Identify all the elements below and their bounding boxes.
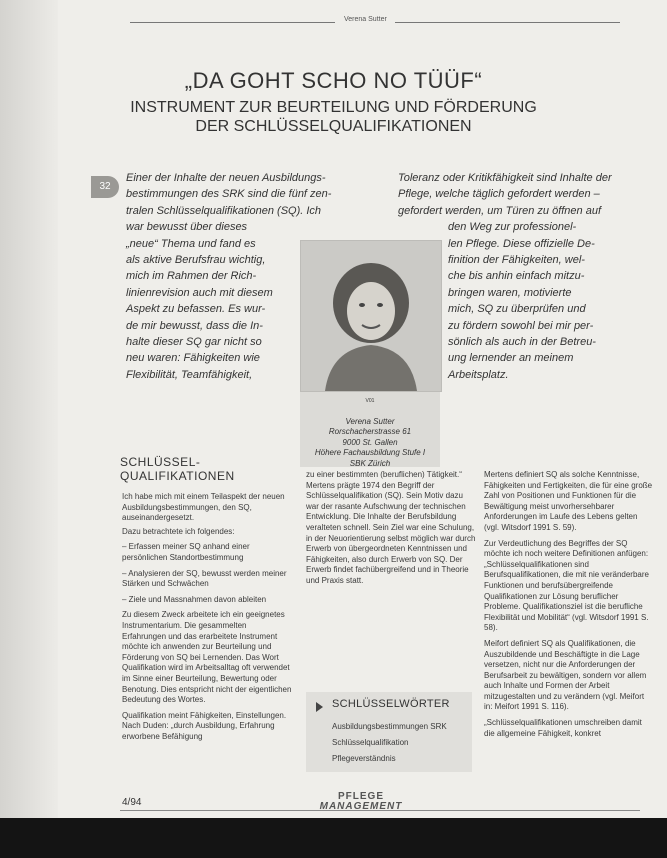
author-role: Höhere Fachausbildung Stufe I <box>314 448 426 457</box>
section-heading-line-2: QUALIFIKATIONEN <box>120 469 235 483</box>
intro-line: gefordert werden, um Türen zu öffnen auf <box>398 204 602 217</box>
intro-line: als aktive Berufsfrau wichtig, <box>126 254 266 267</box>
intro-line: den Weg zur professionel- <box>448 221 577 234</box>
intro-line: neu waren: Fähigkeiten wie <box>126 352 260 365</box>
photo-label: V01 <box>365 398 375 404</box>
intro-line: mich im Rahmen der Rich- <box>126 270 257 283</box>
paragraph: – Ziele und Massnahmen davon ableiten <box>122 594 267 604</box>
magazine-logo <box>306 792 416 812</box>
intro-line: „neue“ Thema und fand es <box>126 237 256 250</box>
body-column-2 <box>306 470 476 590</box>
keyword-item: Pflegeverständnis <box>332 754 396 763</box>
author-portrait <box>300 240 442 392</box>
section-heading-line-1: SCHLÜSSEL- <box>120 455 201 469</box>
body-column-1 <box>122 492 292 745</box>
author-street: Rorschacherstrasse 61 <box>328 427 412 436</box>
paragraph: zu einer bestimmten (beruflichen) Tätigkeit.“ Mertens prägte 1974 den Begriff der Schlüsselqualifikation (SQ). Sein Motiv dazu war der rasante Aufschwung der technischen Entwicklung. Die Inhalte der Berufsbildung veralteten schnell. Sein Ziel war eine Schulung, in der Neuorientierung selbst möglich war durch Erwerb von übergeordneten Kenntnissen und Fähigkeiten, also durch Erwerb von SQ. Der Erwerb findet fachübergreifend und in Theorie und Praxis statt. <box>306 470 476 585</box>
portrait-illustration <box>301 241 441 391</box>
header-rule-right <box>395 22 620 23</box>
intro-line: Flexibilität, Teamfähigkeit, <box>126 368 253 381</box>
intro-line: finition der Fähigkeiten, wel- <box>448 254 585 267</box>
triangle-arrow-icon <box>316 702 323 712</box>
body-column-3 <box>484 470 654 742</box>
paragraph: Meifort definiert SQ als Qualifikationen, die Auszubildende und Beschäftigte in die Lage versetzen, nicht nur die Anforderungen der Berufsarbeit zu bewältigen, sondern vor allem auch Inhalte und Formen der Arbeit mitzugestalten und zu verändern (vgl. Meifort in: Meifort 1991 S. 116). <box>484 638 647 712</box>
intro-line: Pflege, welche täglich gefordert werden – <box>398 188 600 201</box>
intro-line: linienrevision auch mit diesem <box>126 286 273 299</box>
paragraph: „Schlüsselqualifikationen umschreiben damit die allgemeine Fähigkeit, konkret <box>484 718 642 738</box>
subtitle-line-2: DER SCHLÜSSELQUALIFIKATIONEN <box>195 118 472 135</box>
intro-line: sönlich als auch in der Betreu- <box>448 336 596 349</box>
logo-line-2: MANAGEMENT <box>319 801 403 812</box>
intro-line: ung lernender an meinem <box>448 352 574 365</box>
author-name: Verena Sutter <box>345 416 395 426</box>
paragraph: – Erfassen meiner SQ anhand einer persönlichen Standortbestimmung <box>122 542 250 562</box>
paragraph: Dazu betrachtete ich folgendes: <box>122 526 235 536</box>
section-heading <box>120 455 235 483</box>
intro-line: de mir bewusst, dass die In- <box>126 319 263 332</box>
intro-line: war bewusst über dieses <box>126 221 248 234</box>
author-city: 9000 St. Gallen <box>342 437 398 447</box>
intro-line: Arbeitsplatz. <box>448 368 509 381</box>
scan-bottom-edge <box>0 818 667 858</box>
paragraph: Zur Verdeutlichung des Begriffes der SQ möchte ich noch weitere Definitionen anfügen: „Schlüsselqualifikationen sind Berufsqualifikationen, die mit nie veränderbare Funktionen und berufsübergreifende Qualifikationen zur Lösung beruflicher Probleme. Qualifikationsziel ist die berufliche Flexibilität und Mobilität“ (vgl. Witsdorf 1991 S. 58). <box>484 538 649 633</box>
keyword-item: Schlüsselqualifikation <box>332 738 409 747</box>
header-author: Verena Sutter <box>344 16 387 23</box>
header-rule-left <box>130 22 335 23</box>
article-title: „DA GOHT SCHO NO TÜÜF“ <box>184 68 483 93</box>
intro-line: len Pflege. Diese offizielle De- <box>448 237 595 250</box>
paragraph: Qualifikation meint Fähigkeiten, Einstellungen. Nach Duden: „durch Ausbildung, Erfahrung erworbene Befähigung <box>122 710 287 741</box>
paragraph: Mertens definiert SQ als solche Kenntnisse, Fähigkeiten und Fertigkeiten, die für eine große Zahl von Positionen und Funktionen für die Bewältigung meist unvorhersehbarer Anforderungen im Laufe des Lebens gelten (vgl. Witsdorf 1991 S. 59). <box>484 470 653 532</box>
page-tab-badge: 32 <box>91 176 119 198</box>
paragraph: Ich habe mich mit einem Teilaspekt der neuen Ausbildungsbestimmungen, den SQ, auseinandergesetzt. <box>122 492 285 523</box>
paragraph: Zu diesem Zweck arbeitete ich ein geeignetes Instrumentarium. Die gesammelten Erfahrungen und das erarbeitete Instrument möchte ich anwenden zur Beurteilung und Förderung von SQ bei Lernenden. Das Wort Qualifikation wird im Arbeitsalltag oft verwendet im Sinne einer Beurteilung, Bewertung oder Benotung. Dies entspricht nicht der eigentlichen Bedeutung des Wortes. <box>122 610 292 705</box>
article-subtitle <box>0 98 667 136</box>
keywords-box <box>306 692 472 772</box>
intro-line: bestimmungen des SRK sind die fünf zen- <box>126 188 332 201</box>
subtitle-line-1: INSTRUMENT ZUR BEURTEILUNG UND FÖRDERUNG <box>130 99 537 116</box>
keyword-item: Ausbildungsbestimmungen SRK <box>332 722 447 731</box>
intro-line: bringen waren, motivierte <box>448 286 572 299</box>
intro-line: tralen Schlüsselqualifikationen (SQ). Ich <box>126 204 322 217</box>
intro-line: halte dieser SQ gar nicht so <box>126 336 262 349</box>
footer-page-number: 4/94 <box>122 797 142 808</box>
paragraph: – Analysieren der SQ, bewusst werden meiner Stärken und Schwächen <box>122 568 287 589</box>
intro-line: che bis anhin einfach mitzu- <box>448 270 585 283</box>
logo-line-1: PFLEGE <box>337 791 384 802</box>
author-school: SBK Zürich <box>349 458 391 468</box>
intro-line: mich, SQ zu überprüfen und <box>448 303 586 316</box>
intro-line: zu fördern sowohl bei mir per- <box>448 319 594 332</box>
intro-line: Aspekt zu befassen. Es wur- <box>126 303 266 316</box>
keywords-title: SCHLÜSSELWÖRTER <box>332 698 450 710</box>
intro-line: Toleranz oder Kritikfähigkeit sind Inhalte der <box>398 172 612 184</box>
intro-line: Einer der Inhalte der neuen Ausbildungs- <box>126 172 326 184</box>
author-caption <box>300 392 440 467</box>
